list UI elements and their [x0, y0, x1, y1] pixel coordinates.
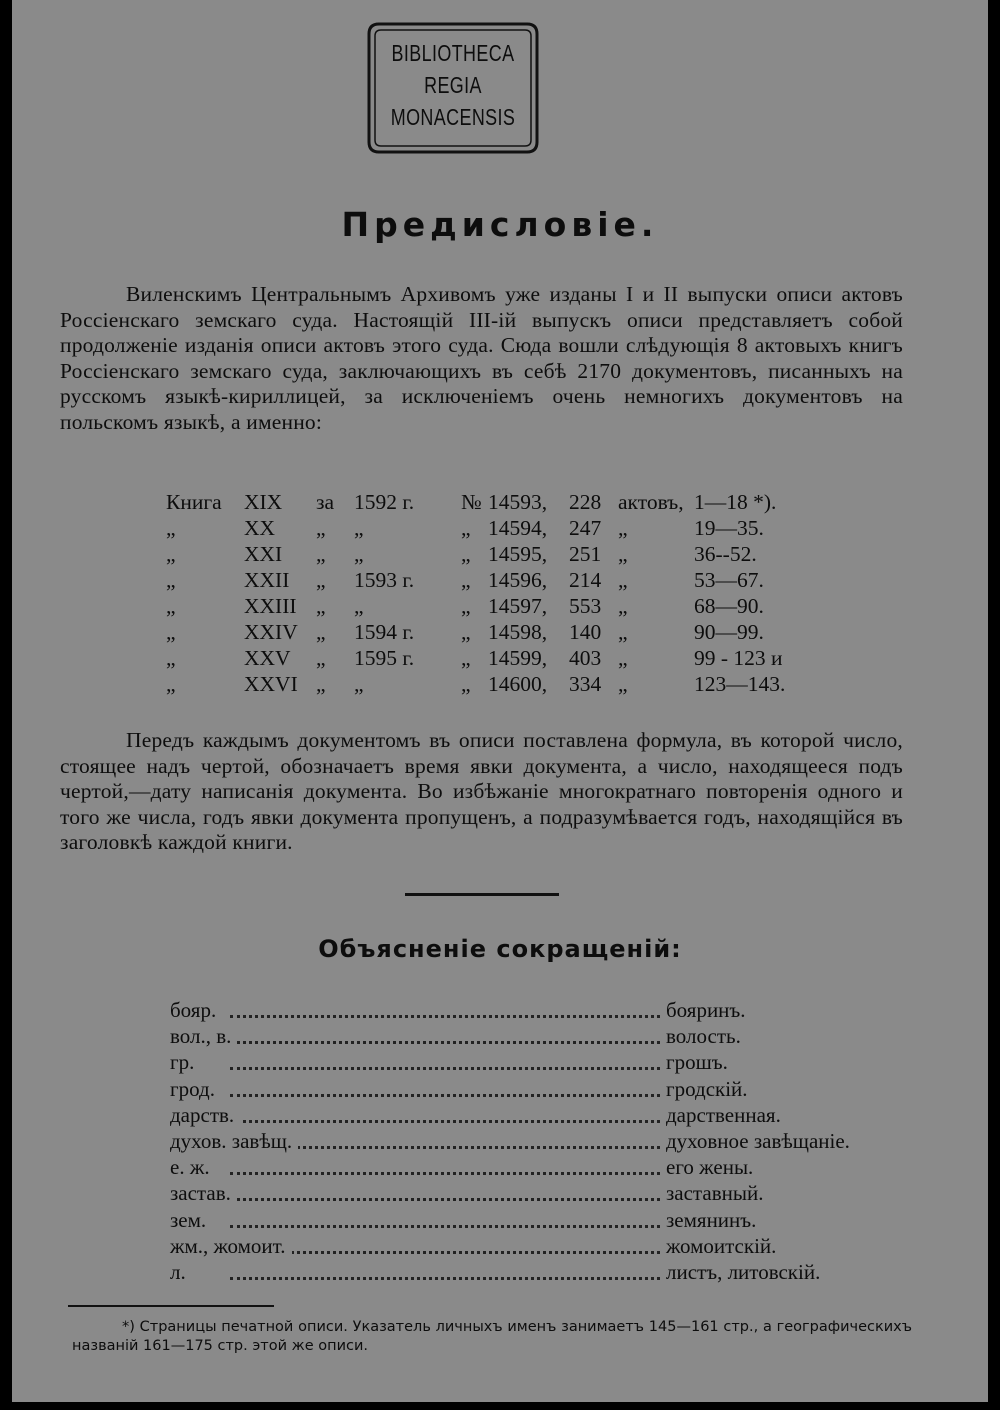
- book-act-count: 403: [569, 646, 602, 670]
- book-row: [166, 542, 866, 568]
- footnote-rule: [68, 1305, 274, 1307]
- abbreviation-row: [170, 1208, 890, 1234]
- book-prep: „: [316, 516, 326, 540]
- book-number: XX: [244, 516, 276, 540]
- formula-paragraph: [60, 728, 903, 856]
- book-year: „: [354, 672, 364, 696]
- book-act-count: 140: [569, 620, 602, 644]
- abbreviation-meaning: листъ, литовскій.: [660, 1260, 820, 1285]
- abbreviations-heading: Объясненіе сокращеній:: [318, 935, 682, 963]
- book-page-range: 53—67.: [694, 568, 764, 592]
- stamp-line-2: REGIA: [424, 72, 482, 98]
- book-archive-number: 14594,: [488, 516, 548, 540]
- book-page-range: 99 - 123 и: [694, 646, 783, 670]
- book-prep: „: [316, 672, 326, 696]
- dot-leader: [230, 1181, 660, 1201]
- dot-leader: [230, 1050, 660, 1070]
- abbreviation: грод.: [170, 1077, 221, 1102]
- book-year: „: [354, 594, 364, 618]
- abbreviation-meaning: гродскій.: [660, 1077, 748, 1102]
- book-page-range: 1—18 *).: [694, 490, 777, 514]
- book-year: 1592 г.: [354, 490, 415, 514]
- book-no-sign: „: [461, 620, 471, 644]
- book-prep: „: [316, 594, 326, 618]
- book-acts-word: „: [618, 516, 628, 540]
- abbreviation-row: [170, 1103, 890, 1129]
- abbreviation-row: [170, 1129, 890, 1155]
- abbreviation-meaning: жомоитскій.: [660, 1234, 776, 1259]
- book-archive-number: 14597,: [488, 594, 548, 618]
- book-label: „: [166, 594, 176, 618]
- book-year: 1594 г.: [354, 620, 415, 644]
- book-year: 1593 г.: [354, 568, 415, 592]
- abbreviation: л.: [170, 1260, 192, 1285]
- book-page-range: 36--52.: [694, 542, 757, 566]
- book-acts-word: „: [618, 568, 628, 592]
- book-label: „: [166, 542, 176, 566]
- intro-paragraph: [60, 282, 903, 436]
- abbreviation: зем.: [170, 1208, 212, 1233]
- abbreviation-row: [170, 1234, 890, 1260]
- dot-leader: [230, 1103, 660, 1123]
- book-row: [166, 490, 866, 516]
- book-acts-word: „: [618, 594, 628, 618]
- book-label: Книга: [166, 490, 222, 514]
- book-number: XXIII: [244, 594, 297, 618]
- book-archive-number: 14599,: [488, 646, 548, 670]
- footnote-text: *) Страницы печатной описи. Указатель личныхъ именъ занимаетъ 145—161 стр., а географическихъ названій 161—175 стр. этой же описи.: [72, 1319, 912, 1354]
- abbreviation-row: [170, 1155, 890, 1181]
- book-archive-number: 14598,: [488, 620, 548, 644]
- abbreviation-meaning: его жены.: [660, 1155, 753, 1180]
- book-number: XXV: [244, 646, 291, 670]
- dot-leader: [230, 1234, 660, 1254]
- abbreviation: жм., жомоит.: [170, 1234, 292, 1259]
- book-year: „: [354, 516, 364, 540]
- book-acts-word: „: [618, 646, 628, 670]
- abbreviation-meaning: грошъ.: [660, 1050, 728, 1075]
- book-row: [166, 568, 866, 594]
- abbreviation: е. ж.: [170, 1155, 216, 1180]
- book-no-sign: №: [461, 490, 482, 514]
- book-act-count: 553: [569, 594, 602, 618]
- book-acts-word: актовъ,: [618, 490, 684, 514]
- book-row: [166, 594, 866, 620]
- abbreviation-meaning: бояринъ.: [660, 998, 746, 1023]
- abbreviation: дарств.: [170, 1103, 240, 1128]
- book-no-sign: „: [461, 646, 471, 670]
- book-page-range: 123—143.: [694, 672, 786, 696]
- abbreviations-list: [170, 998, 890, 1286]
- book-archive-number: 14593,: [488, 490, 548, 514]
- book-year: „: [354, 542, 364, 566]
- book-row: [166, 620, 866, 646]
- page-title: Предисловіе.: [341, 205, 659, 244]
- book-prep: „: [316, 646, 326, 670]
- book-page-range: 90—99.: [694, 620, 764, 644]
- abbreviation-meaning: заставный.: [660, 1181, 763, 1206]
- abbreviation-meaning: волость.: [660, 1024, 741, 1049]
- stamp-line-1: BIBLIOTHECA: [391, 40, 515, 66]
- dot-leader: [230, 1260, 660, 1280]
- section-divider: [405, 893, 559, 896]
- book-row: [166, 646, 866, 672]
- book-label: „: [166, 620, 176, 644]
- book-label: „: [166, 568, 176, 592]
- book-no-sign: „: [461, 672, 471, 696]
- book-number: XXVI: [244, 672, 298, 696]
- abbreviation: вол., в.: [170, 1024, 237, 1049]
- abbreviation-meaning: дарственная.: [660, 1103, 781, 1128]
- book-page-range: 19—35.: [694, 516, 764, 540]
- dot-leader: [230, 1208, 660, 1228]
- abbreviation: застав.: [170, 1181, 237, 1206]
- abbreviation-meaning: земянинъ.: [660, 1208, 756, 1233]
- abbreviation: гр.: [170, 1050, 200, 1075]
- formula-text: Передъ каждымъ документомъ въ описи поставлена формула, въ которой число, стоящее надъ чертой, обозначаетъ время явки документа, а число, находящееся подъ чертой,—дату написанія документа. Во избѣжаніе многократнаго повторенія одного и того же числа, годъ явки документа пропущенъ, а подразумѣвается годъ, находящійся въ заголовкѣ каждой книги.: [60, 728, 903, 855]
- abbreviation: бояр.: [170, 998, 222, 1023]
- dot-leader: [230, 998, 660, 1018]
- book-number: XXI: [244, 542, 283, 566]
- abbreviation: духов. завѣщ.: [170, 1129, 298, 1154]
- book-acts-word: „: [618, 672, 628, 696]
- book-act-count: 334: [569, 672, 602, 696]
- book-page-range: 68—90.: [694, 594, 764, 618]
- abbreviation-row: [170, 1050, 890, 1076]
- book-prep: „: [316, 542, 326, 566]
- abbreviation-row: [170, 1024, 890, 1050]
- book-prep: „: [316, 620, 326, 644]
- book-number: XXII: [244, 568, 290, 592]
- dot-leader: [230, 1077, 660, 1097]
- book-act-count: 228: [569, 490, 602, 514]
- library-stamp: [367, 22, 539, 154]
- abbreviation-meaning: духовное завѣщаніе.: [660, 1129, 850, 1154]
- book-label: „: [166, 672, 176, 696]
- book-year: 1595 г.: [354, 646, 415, 670]
- book-no-sign: „: [461, 594, 471, 618]
- book-number: XIX: [244, 490, 283, 514]
- book-archive-number: 14596,: [488, 568, 548, 592]
- abbreviation-row: [170, 998, 890, 1024]
- book-row: [166, 516, 866, 542]
- book-label: „: [166, 646, 176, 670]
- abbreviation-row: [170, 1260, 890, 1286]
- book-acts-word: „: [618, 542, 628, 566]
- book-archive-number: 14600,: [488, 672, 548, 696]
- book-label: „: [166, 516, 176, 540]
- book-prep: „: [316, 568, 326, 592]
- book-act-count: 214: [569, 568, 602, 592]
- abbreviation-row: [170, 1181, 890, 1207]
- book-no-sign: „: [461, 542, 471, 566]
- dot-leader: [230, 1155, 660, 1175]
- books-list: [166, 490, 866, 698]
- book-prep: за: [316, 490, 335, 514]
- book-no-sign: „: [461, 568, 471, 592]
- book-act-count: 247: [569, 516, 602, 540]
- dot-leader: [230, 1024, 660, 1044]
- stamp-line-3: MONACENSIS: [390, 104, 516, 130]
- book-acts-word: „: [618, 620, 628, 644]
- book-no-sign: „: [461, 516, 471, 540]
- book-number: XXIV: [244, 620, 298, 644]
- abbreviation-row: [170, 1077, 890, 1103]
- book-row: [166, 672, 866, 698]
- document-page: [12, 0, 988, 1402]
- book-archive-number: 14595,: [488, 542, 548, 566]
- footnote: [72, 1318, 912, 1356]
- book-act-count: 251: [569, 542, 602, 566]
- intro-text: Виленскимъ Центральнымъ Архивомъ уже изданы I и II выпуски описи актовъ Россіенскаго земскаго суда. Настоящій III-ій выпускъ описи представляетъ собой продолженіе изданія описи актовъ этого суда. Сюда вошли слѣдующія 8 актовыхъ книгъ Россіенскаго земскаго суда, заключающихъ въ себѣ 2170 документовъ, писанныхъ на русскомъ языкѣ-кириллицей, за исключеніемъ очень немногихъ документовъ на польскомъ языкѣ, а именно:: [60, 282, 903, 434]
